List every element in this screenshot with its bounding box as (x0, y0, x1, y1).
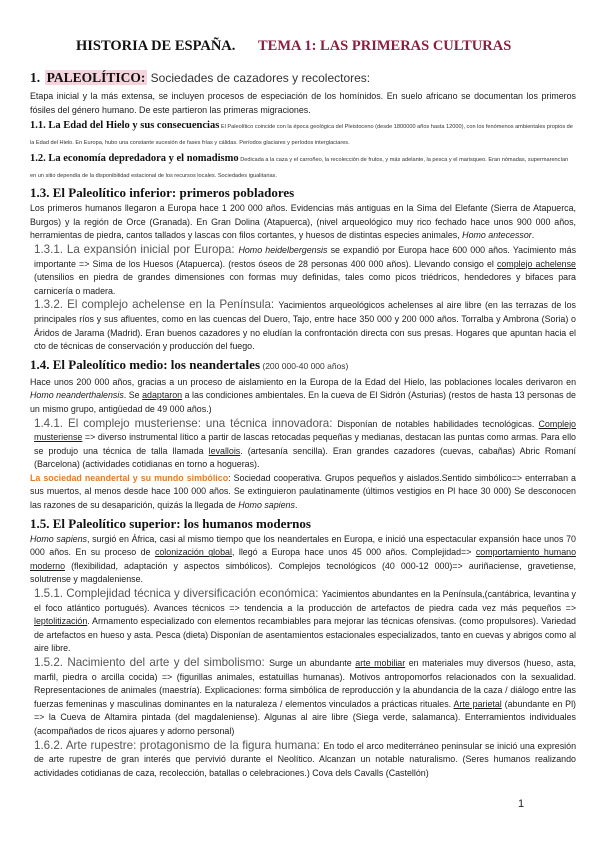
section-1-4-text-a: Hace unos 200 000 años, gracias a un proceso de aislamiento en la Europa de la Edad del Hielo, las poblaciones locales derivaron en (30, 376, 576, 387)
section-1-4-1-text: Disponían de notables habilidades tecnológicas. (337, 418, 539, 429)
homo-sapiens-ref: Homo sapiens (238, 500, 295, 511)
homo-neanderthalensis: Homo neanderthalensis (30, 390, 124, 401)
section-1-heading (30, 70, 576, 86)
section-1-5-heading: 1.5. El Paleolítico superior: los humanos modernos (30, 515, 311, 531)
section-1-5-1-heading: 1.5.1. Complejidad técnica y diversificación económica: (34, 587, 322, 601)
section-1-4-1-text2: => diverso instrumental lítico a partir de lascas retocadas pequeñas y medianas, destacan las puntas como armas. Para ello se produjo una técnica de talla llamada (34, 432, 576, 456)
economy-heading: 1.2. La economía depredadora y el nomadismo (30, 153, 239, 165)
section-1-5-2 (30, 656, 576, 739)
ice-age-paragraph (30, 118, 576, 149)
section-1-6-2-text: En todo el arco mediterráneo peninsular se inició una expresión de arte rupestre de gran interés que pervivió durante el Neolítico. Alcanzan un notable naturalismo. (Seres humanos realizando actividades cotidianas de caza, recolección, batallas o celebraciones.) Cova dels Cavalls (Castellón) (34, 740, 577, 778)
section-1-5-2-text: Surge un abundante (269, 658, 356, 668)
section-1-5-text (30, 533, 576, 587)
course-title: HISTORIA DE ESPAÑA. (76, 38, 236, 54)
leptolitizacion: leptolitización (34, 616, 88, 627)
homo-sapiens: Homo sapiens (30, 533, 87, 544)
document-header (0, 38, 600, 58)
section-1-subtitle: Sociedades de cazadores y recolectores: (147, 71, 371, 85)
homo-antecessor: Homo antecessor (462, 230, 532, 241)
neanderthal-society (30, 472, 576, 513)
section-1-4-title: 1.4. El Paleolítico medio: los neandertales (30, 356, 261, 372)
complejo-musteriense: Complejo musteriense (34, 418, 576, 443)
neanderthal-society-text: : Sociedad cooperativa. Grupos pequeños y aislados.Sentido simbólico=> enterraban a sus muertos, al menos desde hace 100 000 años. Se extinguieron paulatinamente (últimos vestigios en Pl hace 30 000) Se desconocen las razones de su desaparición, quizás la llegada de (30, 472, 576, 511)
section-1-3-heading: 1.3. El Paleolítico inferior: primeros pobladores (30, 185, 295, 201)
adaptaron: adaptaron (142, 390, 183, 401)
section-1-5-1 (30, 587, 576, 656)
arte-parietal: Arte parietal (453, 698, 502, 709)
section-1-4-text-mid: . Se (123, 390, 143, 401)
economy-paragraph (30, 151, 576, 182)
section-1-4-dates: (200 000-40 000 años) (260, 360, 349, 371)
section-1-number: 1. (30, 70, 41, 85)
section-1-4-1-text3: . (artesanía sencilla). Eran grandes cazadores (cuevas, cabañas) Abric Romaní (Barcelona) (actividades cotidianas en torno a hogueras). (34, 445, 576, 470)
section-1-3-2-text: Yacimientos arqueológicos achelenses al aire libre (en las terrazas de los principales ríos y sus afluentes, como en las cuencas del Duero, Tajo, entre hace 350 000 y 200 000 años. Torralba y Ambrona (Soria) o Áridos de Jarama (Madrid). Eran buenos cazadores y no eludían la confrontación directa con sus presas. Hogares que apuntan hacia el cto de técnicas de conservación y producción del fuego. (34, 300, 576, 352)
section-1-3-1-heading: 1.3.1. La expansión inicial por Europa: (34, 242, 239, 256)
ice-age-text: El Paleolítico coincide con la época geológica del Pleistoceno (desde 1800000 años hasta 12000), con los fenómenos ambientales propios de la Edad del Hielo. En Europa, hubo una constante sucesión de fases frías y cálidas. Períodos glaciares y períodos interglaciares. (30, 124, 573, 146)
section-1-4-heading (30, 356, 576, 375)
colonizacion-global: colonización global (154, 547, 232, 558)
section-1-4-text-end: a las condiciones ambientales. En la cueva de El Sidrón (Asturias) (restos de hasta 13 personas de un mismo grupo, antigüedad de 49 000 años.) (30, 390, 576, 414)
section-1-3-text-end: . (531, 230, 535, 241)
section-1-4-text (30, 376, 576, 417)
section-1-6-2-heading: 1.6.2. Arte rupestre: protagonismo de la figura humana: (34, 738, 324, 752)
comportamiento-humano-moderno: comportamiento humano moderno (30, 547, 577, 571)
section-1-3-2-heading: 1.3.2. El complejo achelense en la Península: (34, 298, 279, 312)
section-1-4-1-heading: 1.4.1. El complejo musteriense: una técnica innovadora: (34, 416, 338, 430)
homo-heidelbergensis: Homo heidelbergensis (238, 244, 328, 255)
section-1-3-1-text2: (utensilios en piedra de grandes dimensiones con formas muy definidas, tales como picos triédricos, hendedores y bifaces para carnicería o madera. (34, 272, 576, 296)
topic-title: TEMA 1: LAS PRIMERAS CULTURAS (258, 38, 512, 54)
arte-mobiliar: arte mobiliar (355, 658, 406, 668)
section-1-5-text-a: , surgió en África, casi al mismo tiempo que los neandertales en Europa, e inició una espectacular expansión hace unos 70 000 años. En su proceso de (30, 533, 576, 558)
section-1-5-text-mid: , llegó a Europa hace unos 45 000 años. Complejidad=> (231, 547, 476, 558)
section-1-3-1-text: se expandió por Europa hace 600 000 años. Yacimiento más importante => Sima de los Huesos (Atapuerca). (restos óseos de 28 personas 400 000 años). Llevando consigo el (34, 244, 577, 269)
section-1-5-text-end: (flexibilidad, adaptación y aspectos simbólicos). Complejos tecnológicos (40 000-12 000)=> auriñaciense, gravetiense, solutrense y magdaleniense. (30, 560, 576, 585)
neanderthal-society-heading: La sociedad neandertal y su mundo simbólico (30, 472, 229, 483)
section-1-6-2 (30, 739, 576, 781)
document-body (30, 70, 576, 780)
section-1-5-2-text2: en materiales muy diversos (hueso, asta, marfil, piedra o arcilla cocida) => (figurillas animales, estatuillas humanas). Motivos antropomorfos relacionados con la sexualidad. Representaciones de animales (maestría). Explicaciones: forma simbólica de reproducción y la abundancia de la caza / diálogo entre las fuerzas femeninas y masculinas dominantes en la naturaleza / elementos vinculados a prácticas rituales. (34, 658, 576, 709)
complejo-achelense: complejo achelense (496, 258, 576, 269)
section-1-3-2 (30, 298, 576, 353)
section-1-5-1-text: Yacimientos abundantes en la Península,(cantábrica, levantina y el foco atlántico portugués). Avances técnicos => tendencia a la producción de artefactos de piedra cada vez más pequeños => (34, 589, 576, 613)
economy-text: Dedicada a la caza y el carroñeo, la recolección de frutos, y más adelante, la pesca y el marisqueo. Eran nómadas, supermarencían en un sitio dependía de la disponibilidad estacional de los recursos locales. Sociedades igualitarias. (30, 157, 569, 179)
section-1-3-text (30, 202, 576, 243)
levallois: levallois (208, 445, 241, 456)
page-number: 1 (518, 798, 525, 810)
section-1-3-1 (30, 243, 576, 298)
ice-age-heading: 1.1. La Edad del Hielo y sus consecuencias (30, 120, 220, 132)
neanderthal-society-end: . (294, 500, 298, 511)
section-1-5-2-heading: 1.5.2. Nacimiento del arte y del simbolismo: (34, 656, 270, 669)
section-1-5-2-text3: (abundante en Pl) => la Cueva de Altamira pintada (del magdaleniense). Algunas al aire libre (Siega verde, salamanca). Enterramientos individuales (acompañados de ricos ajuares y adorno personal) (34, 698, 576, 736)
section-1-5-1-text2: . Armamento especializado con elementos recambiables para mejorar las técnicas ofensivas. (como propulsores). Variedad de artefactos en hueso y asta. Pesca (dieta) Disponían de asentamientos estacionales especializados, tanto en cuevas y abrigos como al aire libre. (34, 616, 576, 654)
paleolithic-intro: Etapa inicial y la más extensa, se incluyen procesos de especiación de los homínidos. En suelo africano se documentan los primeros fósiles del género humano. De este partieron las primeras migraciones. (30, 91, 576, 115)
section-1-4-1 (30, 417, 576, 472)
section-1-title: PALEOLÍTICO: (46, 70, 146, 85)
section-1-3-text-a: Los primeros humanos llegaron a Europa hace 1 200 000 años. Evidencias más antiguas en la Sima del Elefante (Sierra de Atapuerca, Burgos) y la región de Orce (Granada). En Gran Dolina (Atapuerca), (nivel arqueológico muy rico fechado hace unos 900 000 años, herramientas de piedra, cantos tallados y lascas con filos cortantes, y huesos de distintas especies animales, (30, 203, 576, 241)
